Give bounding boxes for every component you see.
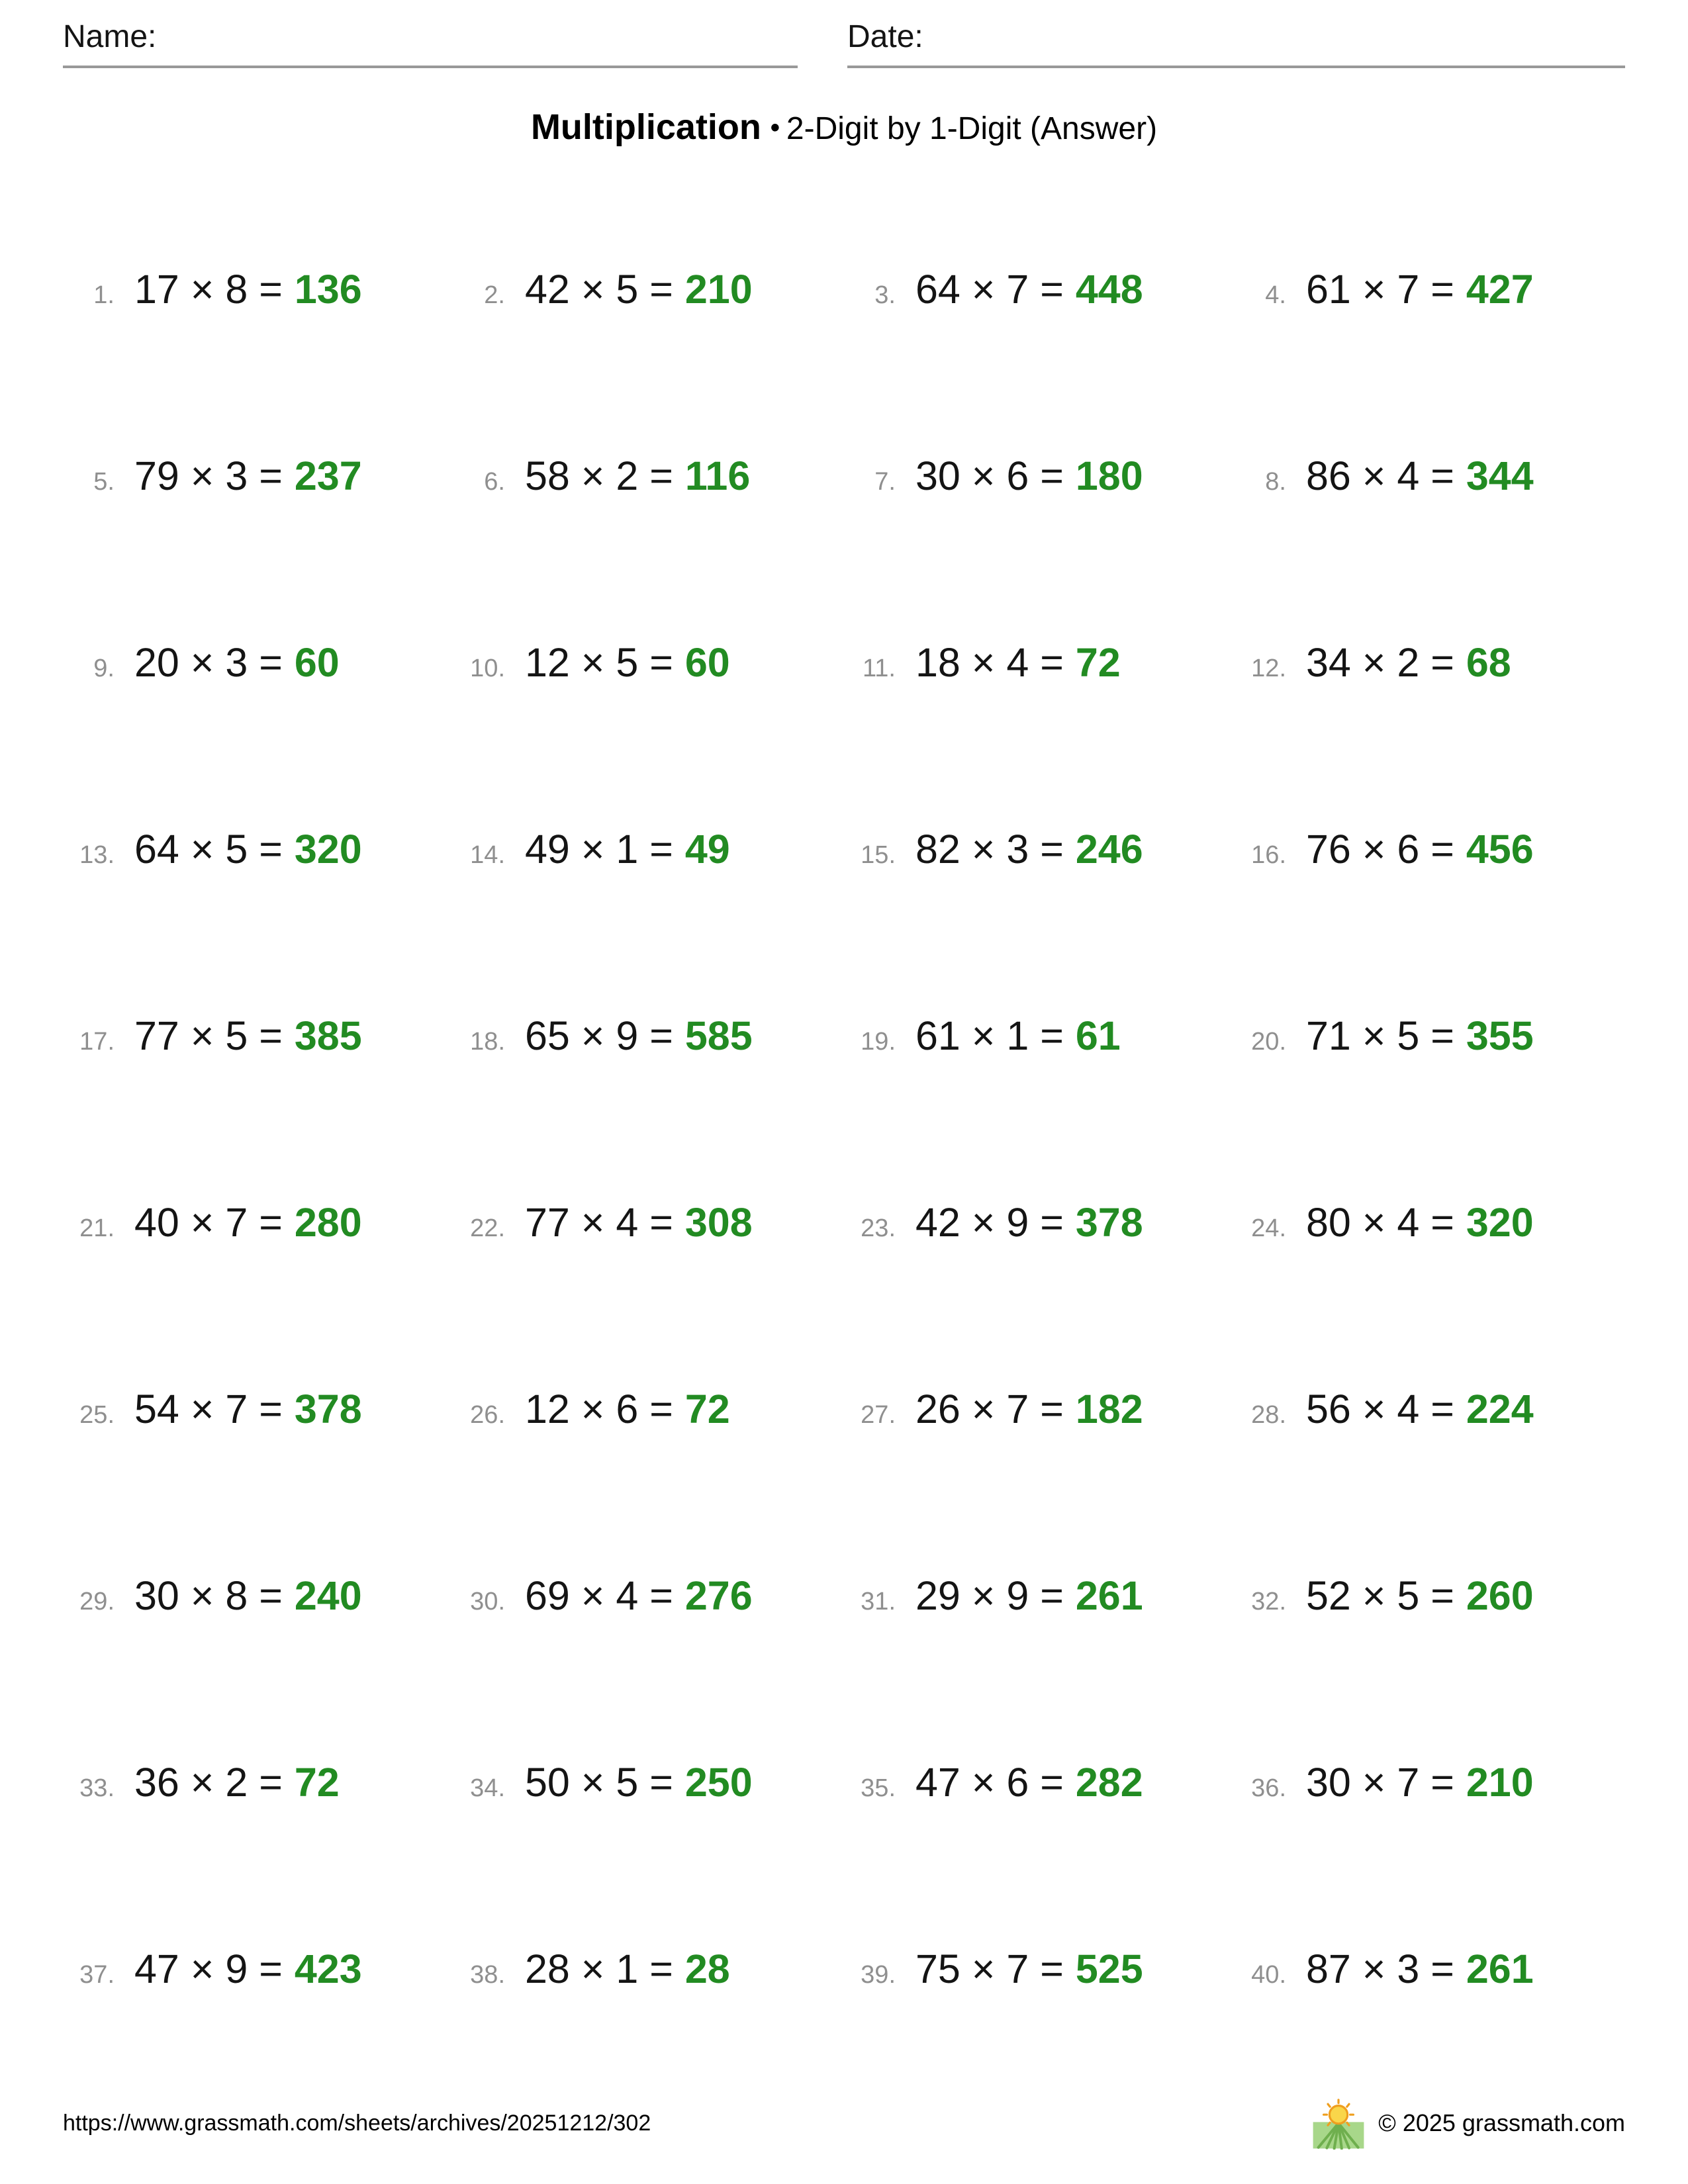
problem-expression: 12 × 5 = [525,640,673,685]
problem-expression: 40 × 7 = [134,1200,283,1245]
problem-expression: 30 × 6 = [915,453,1064,498]
problem-number: 33. [79,1774,115,1802]
grassmath-logo-icon [1312,2097,1365,2150]
problem-number: 19. [861,1028,896,1056]
problem-number: 16. [1251,841,1286,869]
problem-item [844,826,1235,872]
name-label: Name: [63,19,157,54]
problem-item [844,1946,1235,1992]
problem-answer: 28 [684,1946,730,1991]
problem-expression: 56 × 4 = [1306,1387,1454,1432]
problem-answer: 237 [294,453,362,498]
problem-answer: 320 [294,827,362,872]
problem-item [844,639,1235,686]
problem-answer: 136 [294,267,362,312]
problem-item [1235,1013,1625,1059]
problem-expression: 12 × 6 = [525,1387,673,1432]
problem-item [63,266,453,312]
problem-number: 39. [861,1961,896,1989]
problem-answer: 282 [1075,1760,1143,1805]
problem-expression: 86 × 4 = [1306,453,1454,498]
problem-item [1235,1386,1625,1432]
problem-answer: 60 [684,640,730,685]
problem-item [453,1572,844,1619]
problem-answer: 308 [684,1200,753,1245]
problem-number: 6. [484,468,505,496]
problem-expression: 26 × 7 = [915,1387,1064,1432]
problem-number: 26. [470,1401,505,1429]
worksheet-url: https://www.grassmath.com/sheets/archives/20251212/302 [63,2110,651,2136]
problem-item [1235,1572,1625,1619]
problem-item [63,1386,453,1432]
problem-item [1235,453,1625,499]
problem-answer: 280 [294,1200,362,1245]
date-label: Date: [847,19,923,54]
problem-expression: 79 × 3 = [134,453,283,498]
problem-expression: 87 × 3 = [1306,1946,1454,1991]
problem-number: 23. [861,1214,896,1242]
problem-number: 4. [1265,281,1286,309]
problem-expression: 52 × 5 = [1306,1573,1454,1618]
problem-expression: 34 × 2 = [1306,640,1454,685]
problem-item [844,1013,1235,1059]
problem-expression: 61 × 7 = [1306,267,1454,312]
problem-item [63,1759,453,1805]
problem-answer: 49 [684,827,730,872]
problem-number: 8. [1265,468,1286,496]
problem-item [63,1946,453,1992]
problem-item [1235,266,1625,312]
page-title [0,107,1688,148]
problem-expression: 77 × 4 = [525,1200,673,1245]
problem-answer: 378 [1075,1200,1143,1245]
problem-item [1235,1759,1625,1805]
problem-item [453,1013,844,1059]
problem-number: 13. [79,841,115,869]
problem-item [453,453,844,499]
problem-expression: 30 × 7 = [1306,1760,1454,1805]
problem-item [844,453,1235,499]
problem-answer: 456 [1466,827,1534,872]
problem-answer: 116 [684,453,751,498]
problem-number: 14. [470,841,505,869]
problem-number: 10. [470,655,505,682]
problem-answer: 261 [1075,1573,1143,1618]
problem-number: 31. [861,1588,896,1615]
problem-answer: 448 [1075,267,1143,312]
problem-number: 35. [861,1774,896,1802]
problem-expression: 49 × 1 = [525,827,673,872]
problem-expression: 20 × 3 = [134,640,283,685]
problem-expression: 76 × 6 = [1306,827,1454,872]
problem-answer: 427 [1466,267,1534,312]
problem-expression: 65 × 9 = [525,1013,673,1058]
problem-answer: 60 [294,640,340,685]
problem-expression: 30 × 8 = [134,1573,283,1618]
problem-answer: 385 [294,1013,362,1058]
problem-item [453,639,844,686]
problem-number: 34. [470,1774,505,1802]
problem-number: 29. [79,1588,115,1615]
problem-expression: 29 × 9 = [915,1573,1064,1618]
problem-answer: 344 [1466,453,1534,498]
problem-answer: 423 [294,1946,362,1991]
date-field [847,19,1625,68]
problem-expression: 64 × 7 = [915,267,1064,312]
copyright-text: © 2025 grassmath.com [1378,2109,1625,2136]
problem-item [453,1946,844,1992]
problem-number: 24. [1251,1214,1286,1242]
problem-number: 3. [874,281,896,309]
problem-number: 2. [484,281,505,309]
problem-answer: 72 [294,1760,340,1805]
problem-number: 22. [470,1214,505,1242]
problem-answer: 260 [1466,1573,1534,1618]
problem-item [1235,826,1625,872]
problem-answer: 246 [1075,827,1143,872]
problem-answer: 180 [1075,453,1143,498]
problem-expression: 64 × 5 = [134,827,283,872]
problem-item [844,1759,1235,1805]
problem-answer: 525 [1075,1946,1143,1991]
problems-grid [63,196,1625,2062]
problem-item [453,1199,844,1246]
problem-answer: 276 [684,1573,753,1618]
problem-expression: 54 × 7 = [134,1387,283,1432]
problem-item [453,826,844,872]
problem-number: 11. [862,655,896,682]
problem-item [844,1572,1235,1619]
problem-expression: 28 × 1 = [525,1946,673,1991]
footer-right [1312,2097,1625,2150]
problem-item [453,266,844,312]
problem-answer: 72 [684,1387,730,1432]
problem-answer: 585 [684,1013,753,1058]
problem-expression: 36 × 2 = [134,1760,283,1805]
problem-item [63,826,453,872]
problem-number: 28. [1251,1401,1286,1429]
problem-number: 38. [470,1961,505,1989]
problem-expression: 77 × 5 = [134,1013,283,1058]
problem-answer: 224 [1466,1387,1534,1432]
problem-answer: 68 [1466,640,1511,685]
problem-number: 20. [1251,1028,1286,1056]
problem-number: 30. [470,1588,505,1615]
problem-answer: 378 [294,1387,362,1432]
name-field [63,19,798,68]
footer [63,2097,1625,2150]
problem-item [844,1386,1235,1432]
problem-item [844,266,1235,312]
problem-number: 9. [93,655,115,682]
problem-number: 18. [470,1028,505,1056]
problem-expression: 42 × 5 = [525,267,673,312]
problem-item [63,1013,453,1059]
problem-expression: 42 × 9 = [915,1200,1064,1245]
problem-expression: 75 × 7 = [915,1946,1064,1991]
problem-number: 12. [1251,655,1286,682]
problem-expression: 80 × 4 = [1306,1200,1454,1245]
problem-answer: 355 [1466,1013,1534,1058]
problem-number: 37. [79,1961,115,1989]
problem-expression: 82 × 3 = [915,827,1064,872]
problem-number: 21. [79,1214,115,1242]
problem-number: 5. [93,468,115,496]
problem-expression: 61 × 1 = [915,1013,1064,1058]
problem-item [1235,639,1625,686]
problem-number: 17. [79,1028,115,1056]
problem-expression: 71 × 5 = [1306,1013,1454,1058]
problem-item [453,1759,844,1805]
date-write-line [847,66,1625,68]
problem-number: 25. [79,1401,115,1429]
problem-number: 27. [861,1401,896,1429]
problem-item [1235,1946,1625,1992]
problem-expression: 50 × 5 = [525,1760,673,1805]
problem-number: 7. [874,468,896,496]
problem-number: 15. [861,841,896,869]
problem-answer: 240 [294,1573,362,1618]
problem-item [453,1386,844,1432]
name-write-line [63,66,798,68]
title-main: Multiplication [530,107,761,148]
problem-item [63,1572,453,1619]
problem-expression: 17 × 8 = [134,267,283,312]
problem-answer: 210 [1466,1760,1534,1805]
problem-answer: 182 [1075,1387,1143,1432]
problem-expression: 69 × 4 = [525,1573,673,1618]
problem-item [1235,1199,1625,1246]
problem-item [63,453,453,499]
problem-answer: 61 [1075,1013,1121,1058]
problem-answer: 320 [1466,1200,1534,1245]
problem-number: 32. [1251,1588,1286,1615]
header [0,0,1688,68]
problem-expression: 47 × 9 = [134,1946,283,1991]
problem-expression: 47 × 6 = [915,1760,1064,1805]
problem-item [844,1199,1235,1246]
problem-expression: 58 × 2 = [525,453,673,498]
problem-number: 40. [1251,1961,1286,1989]
problem-item [63,639,453,686]
problem-answer: 261 [1466,1946,1534,1991]
problem-answer: 210 [684,267,753,312]
title-bullet: • [770,113,780,143]
problem-number: 36. [1251,1774,1286,1802]
problem-answer: 250 [684,1760,753,1805]
title-subtitle: 2-Digit by 1-Digit (Answer) [786,111,1158,147]
problem-expression: 18 × 4 = [915,640,1064,685]
problem-answer: 72 [1075,640,1121,685]
problem-number: 1. [93,281,115,309]
problem-item [63,1199,453,1246]
